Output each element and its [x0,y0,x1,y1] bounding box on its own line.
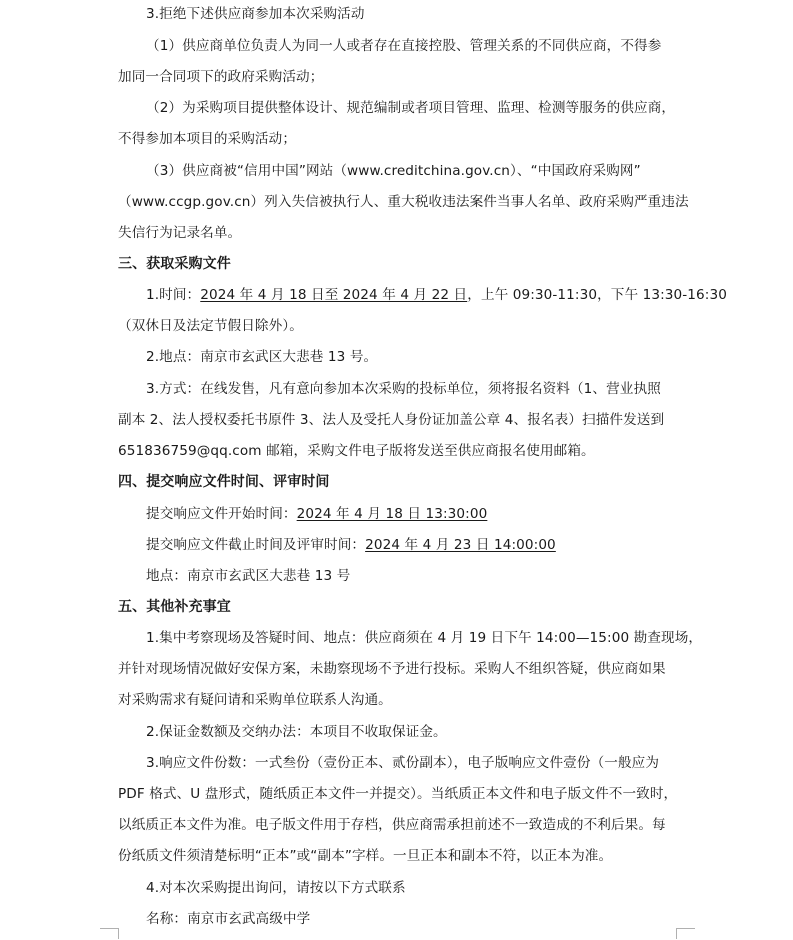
para-deadline [146,535,556,555]
para-start-time [146,504,487,524]
time-hours: ，上午 09:30-11:30，下午 13:30-16:30 [467,287,727,303]
para-item-3: （3）供应商被“信用中国”网站（www.creditchina.gov.cn）、“中国政府采购网” [146,163,641,179]
para-site-visit-cont: 并针对现场情况做好安保方案，未勘察现场不予进行投标。采购人不组织答疑，供应商如果 [118,661,666,677]
deadline-value: 2024 年 4 月 23 日 14:00:00 [365,537,556,553]
para-item-1-cont: 加同一合同项下的政府采购活动； [118,69,324,85]
para-contact-name: 名称：南京市玄武高级中学 [146,911,311,927]
para-site-visit-end: 对采购需求有疑问请和采购单位联系人沟通。 [118,692,392,708]
para-copies-cont: PDF 格式、U 盘形式，随纸质正本文件一并提交）。当纸质正本文件和电子版文件不一致时， [118,786,678,802]
start-time-label: 提交响应文件开始时间： [146,506,297,522]
para-item-2-cont: 不得参加本项目的采购活动； [118,131,297,147]
heading-submission-time: 四、提交响应文件时间、评审时间 [118,474,330,490]
page-corner-mark-right [676,928,695,939]
para-method: 3.方式：在线发售，凡有意向参加本次采购的投标单位，须将报名资料（1、营业执照 [146,381,661,397]
heading-other-matters: 五、其他补充事宜 [118,599,231,615]
para-item-3-end: 失信行为记录名单。 [118,225,242,241]
para-copies: 3.响应文件份数：一式叁份（壹份正本、贰份副本），电子版响应文件壹份（一般应为 [146,755,660,771]
time-label: 1.时间： [146,287,201,303]
heading-obtain-documents: 三、获取采购文件 [118,256,231,272]
para-item-1: （1）供应商单位负责人为同一人或者存在直接控股、管理关系的不同供应商，不得参 [146,38,662,54]
para-copies-cont2: 以纸质正本文件为准。电子版文件用于存档，供应商需承担前述不一致造成的不利后果。每 [118,817,666,833]
deadline-label: 提交响应文件截止时间及评审时间： [146,537,366,553]
para-submission-location: 地点：南京市玄武区大悲巷 13 号 [146,568,351,584]
para-location: 2.地点：南京市玄武区大悲巷 13 号。 [146,349,378,365]
para-deposit: 2.保证金数额及交纳办法：本项目不收取保证金。 [146,724,447,740]
start-time-value: 2024 年 4 月 18 日 13:30:00 [296,506,488,522]
para-reject-suppliers: 3.拒绝下述供应商参加本次采购活动 [146,6,365,22]
para-time-cont: （双休日及法定节假日除外）。 [118,318,303,334]
para-time [146,285,727,305]
time-dates: 2024 年 4 月 18 日至 2024 年 4 月 22 日 [200,287,468,303]
para-inquiry: 4.对本次采购提出询问，请按以下方式联系 [146,880,406,896]
page-corner-mark-left [100,928,119,939]
para-copies-end: 份纸质文件须清楚标明“正本”或“副本”字样。一旦正本和副本不符，以正本为准。 [118,848,613,864]
para-method-cont: 副本 2、法人授权委托书原件 3、法人及受托人身份证加盖公章 4、报名表）扫描件发送到 [118,412,665,428]
para-site-visit: 1.集中考察现场及答疑时间、地点：供应商须在 4 月 19 日下午 14:00—15:00 勘查现场， [146,630,703,646]
para-item-2: （2）为采购项目提供整体设计、规范编制或者项目管理、监理、检测等服务的供应商， [146,100,676,116]
para-method-email: 651836759@qq.com 邮箱，采购文件电子版将发送至供应商报名使用邮箱。 [118,443,595,459]
para-item-3-cont: （www.ccgp.gov.cn）列入失信被执行人、重大税收违法案件当事人名单、政府采购严重违法 [118,194,689,210]
